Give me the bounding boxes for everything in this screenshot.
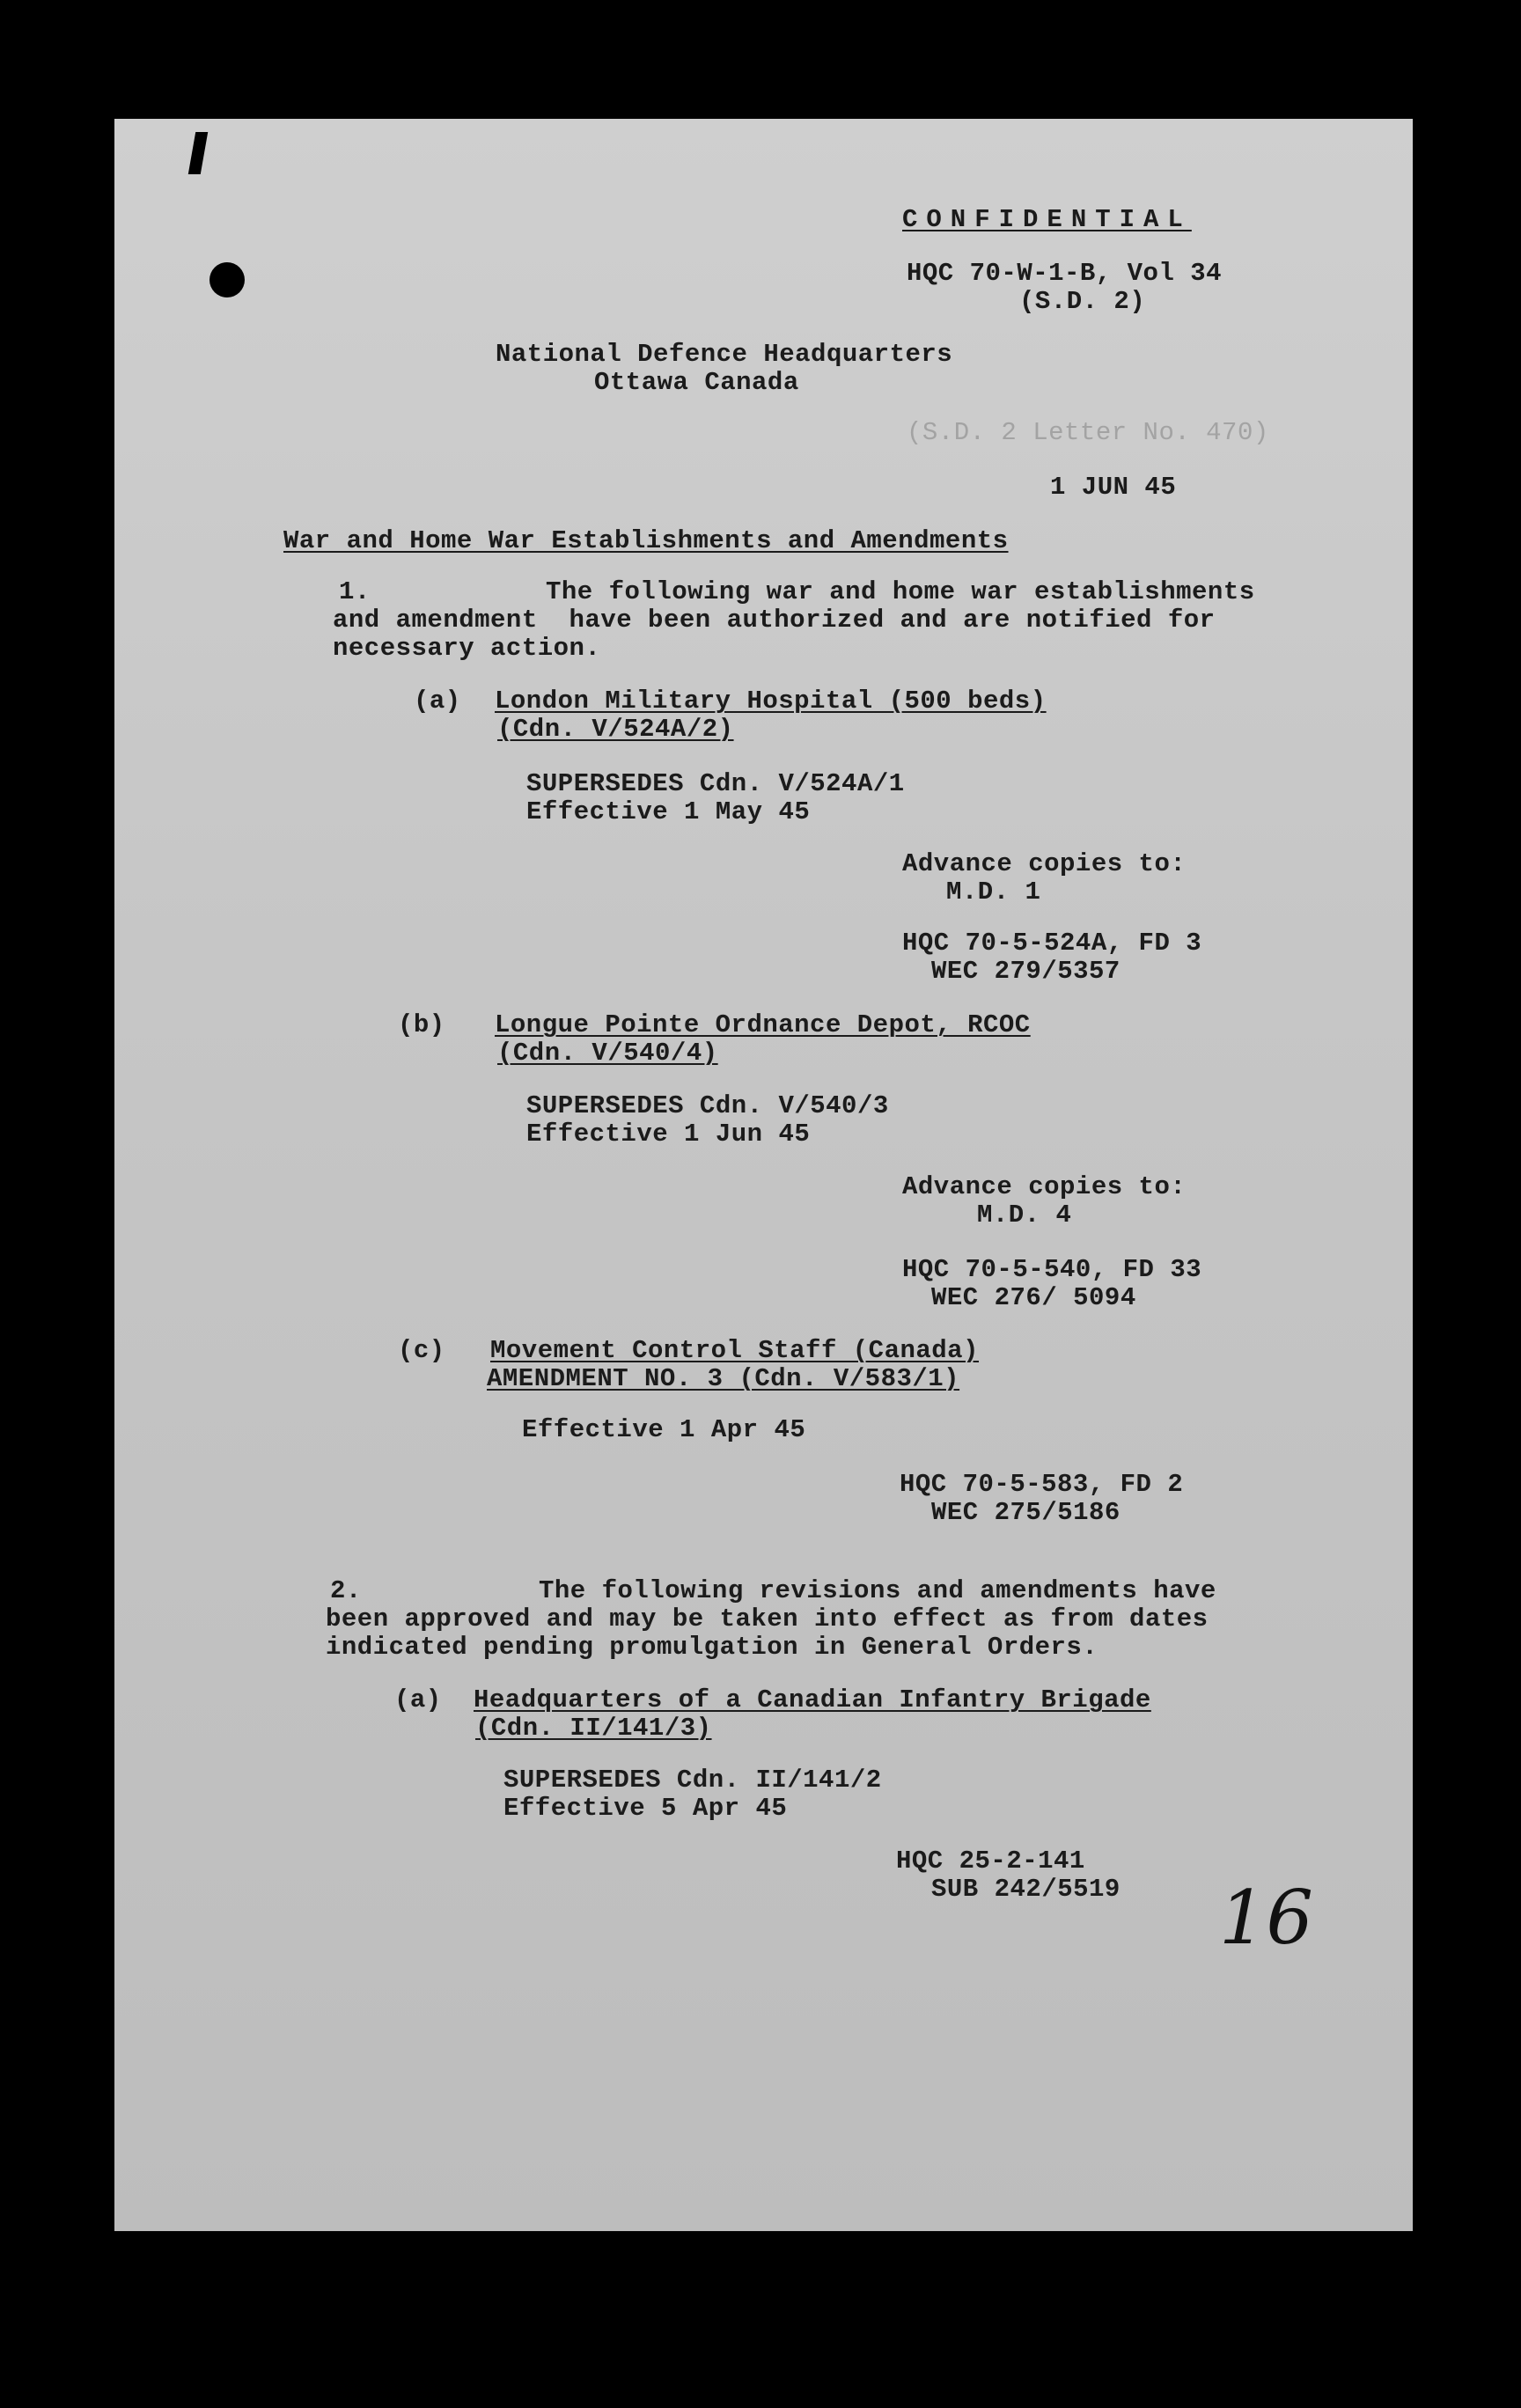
item-b-supersedes: SUPERSEDES Cdn. V/540/3: [526, 1091, 889, 1120]
item-2a-ref1: HQC 25-2-141: [896, 1846, 1085, 1876]
para1-number: 1.: [339, 577, 371, 606]
subject-heading: War and Home War Establishments and Amendments: [283, 526, 1009, 555]
item-b-effective: Effective 1 Jun 45: [526, 1120, 811, 1149]
item-2a-ref2: SUB 242/5519: [931, 1875, 1121, 1904]
para2-line3: indicated pending promulgation in General Orders.: [326, 1633, 1098, 1662]
handwritten-page-number: 16: [1219, 1875, 1313, 1961]
item-b-ref1: HQC 70-5-540, FD 33: [902, 1255, 1202, 1284]
item-a-code: (Cdn. V/524A/2): [497, 715, 734, 744]
item-c-ref2: WEC 275/5186: [931, 1498, 1121, 1527]
item-c-ref1: HQC 70-5-583, FD 2: [900, 1470, 1184, 1499]
item-a-supersedes: SUPERSEDES Cdn. V/524A/1: [526, 769, 905, 798]
item-b-code: (Cdn. V/540/4): [497, 1039, 718, 1068]
item-2a-code: (Cdn. II/141/3): [475, 1714, 712, 1743]
classification-heading: CONFIDENTIAL: [902, 205, 1192, 234]
item-c-effective: Effective 1 Apr 45: [522, 1415, 806, 1444]
item-2a-title: Headquarters of a Canadian Infantry Brigade: [474, 1685, 1151, 1714]
para1-line1: The following war and home war establishments: [546, 577, 1255, 606]
para1-line3: necessary action.: [333, 634, 601, 663]
para2-line1: The following revisions and amendments have: [539, 1576, 1216, 1605]
item-a-title: London Military Hospital (500 beds): [495, 686, 1047, 716]
para2-number: 2.: [330, 1576, 362, 1605]
org-location: Ottawa Canada: [594, 368, 799, 397]
item-a-label: (a): [414, 686, 461, 716]
item-2a-label: (a): [394, 1685, 442, 1714]
item-2a-supersedes: SUPERSEDES Cdn. II/141/2: [503, 1766, 882, 1795]
section-reference: (S.D. 2): [1019, 287, 1146, 316]
item-a-copies-to: M.D. 1: [946, 877, 1041, 907]
item-c-label: (c): [398, 1336, 445, 1365]
para2-line2: been approved and may be taken into effect as from dates: [326, 1604, 1209, 1633]
item-b-ref2: WEC 276/ 5094: [931, 1283, 1136, 1312]
item-c-code: AMENDMENT NO. 3 (Cdn. V/583/1): [487, 1364, 960, 1393]
para1-line2: and amendment have been authorized and are notified for: [333, 606, 1216, 635]
document-date: 1 JUN 45: [1050, 473, 1177, 502]
item-a-ref2: WEC 279/5357: [931, 957, 1121, 986]
item-b-copies: Advance copies to:: [902, 1172, 1187, 1201]
letter-number: (S.D. 2 Letter No. 470): [907, 418, 1269, 447]
item-2a-effective: Effective 5 Apr 45: [503, 1794, 788, 1823]
item-b-title: Longue Pointe Ordnance Depot, RCOC: [495, 1010, 1031, 1039]
item-a-ref1: HQC 70-5-524A, FD 3: [902, 929, 1202, 958]
item-b-label: (b): [398, 1010, 445, 1039]
punch-hole: [209, 262, 245, 297]
file-reference: HQC 70-W-1-B, Vol 34: [907, 259, 1223, 288]
item-a-effective: Effective 1 May 45: [526, 797, 811, 826]
org-name: National Defence Headquarters: [496, 340, 953, 369]
item-c-title: Movement Control Staff (Canada): [490, 1336, 979, 1365]
item-b-copies-to: M.D. 4: [977, 1200, 1072, 1230]
item-a-copies: Advance copies to:: [902, 849, 1187, 878]
